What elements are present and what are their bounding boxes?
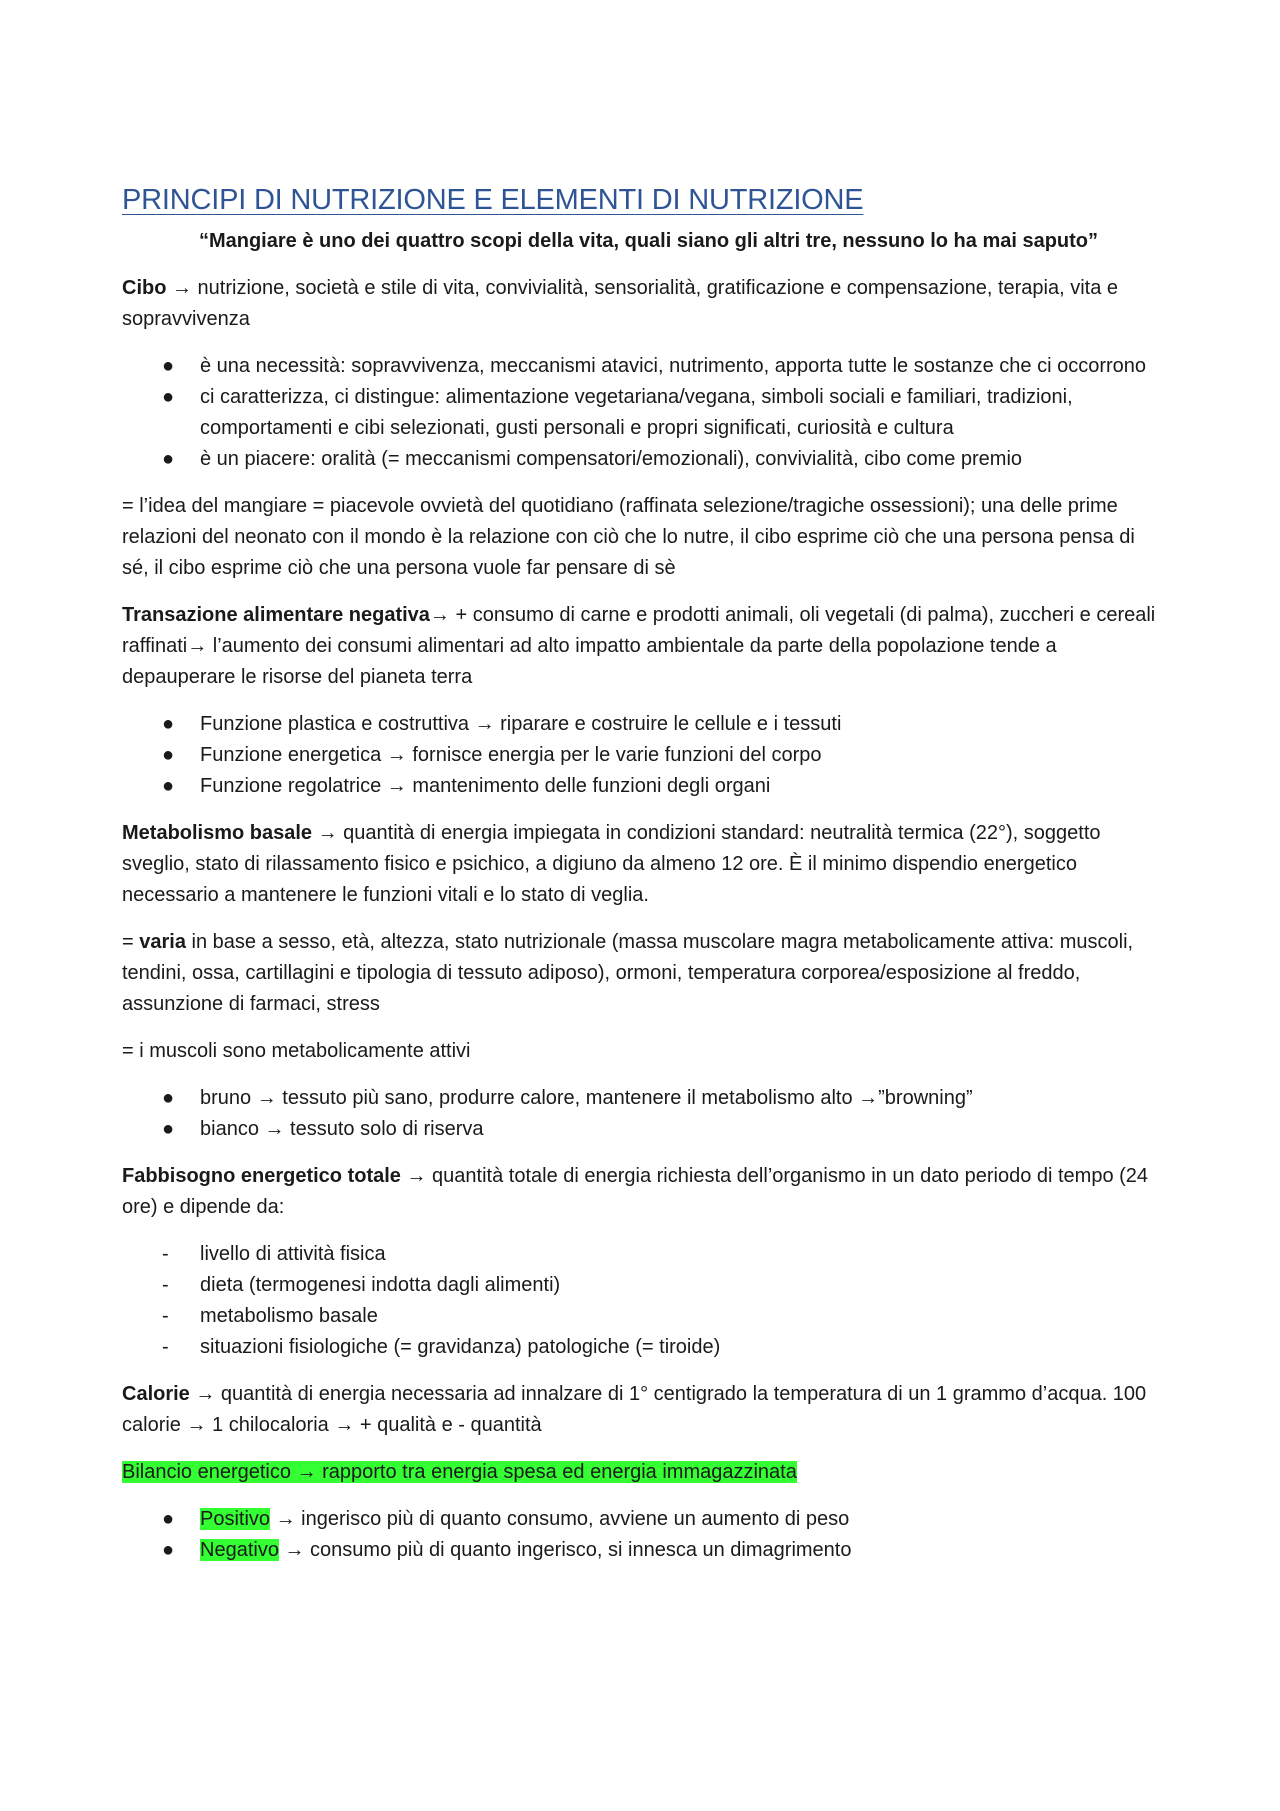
arrow-icon: → [256,1087,277,1109]
paragraph-calorie [122,1379,1165,1441]
list-item [122,1083,1165,1114]
arrow-icon: → [195,1383,216,1405]
funzioni-list [122,709,1165,802]
bilancio-text: rapporto tra energia spesa ed energia immagazzinata [316,1461,797,1483]
varia-prefix: = [122,931,140,953]
list-item-text: ci caratterizza, ci distingue: alimentazione vegetariana/vegana, simboli sociali e familiari, tradizioni, comportamenti e cibi selezionati, gusti personali e propri significati, curiosità e cultura [200,386,1073,439]
transazione-text-a: + consumo di carne e prodotti animali, oli vegetali (di palma), zuccheri e cereali raffinati [122,604,1156,657]
funzione-desc: mantenimento delle funzioni degli organi [406,775,771,797]
list-item [122,351,1165,382]
bilancio-list [122,1504,1165,1566]
tessuto-name: bianco [200,1118,259,1140]
bullet-icon: ● [162,448,175,470]
list-item [122,1270,1165,1301]
bullet-icon: ● [162,1118,175,1140]
list-item [122,1332,1165,1363]
cibo-text: nutrizione, società e stile di vita, convivialità, sensorialità, gratificazione e compensazione, terapia, vita e sopravvivenza [122,277,1119,330]
dash-mark: - [162,1336,169,1358]
arrow-icon: → [275,1508,296,1530]
arrow-icon: → [386,775,407,797]
calorie-text-a: quantità di energia necessaria ad innalzare di 1° centigrado la temperatura di un 1 grammo d’acqua. 100 calorie [122,1383,1147,1436]
bullet-icon: ● [162,775,175,797]
arrow-icon: → [334,1414,355,1436]
bilancio-desc: consumo più di quanto ingerisco, si innesca un dimagrimento [304,1539,852,1561]
arrow-icon: → [317,822,338,844]
list-item-text: è un piacere: oralità (= meccanismi compensatori/emozionali), convivialità, cibo come premio [200,448,1023,470]
funzione-desc: fornisce energia per le varie funzioni del corpo [406,744,822,766]
list-item [122,709,1165,740]
dash-mark: - [162,1274,169,1296]
arrow-icon: → [296,1461,317,1483]
arrow-icon: → [858,1087,879,1109]
highlight-negativo: Negativo [200,1539,279,1561]
list-item [122,771,1165,802]
list-item-text: è una necessità: sopravvivenza, meccanismi atavici, nutrimento, apporta tutte le sostanze che ci occorrono [200,355,1147,377]
bullet-icon: ● [162,713,175,735]
term-cibo: Cibo [122,277,167,299]
list-item-text: metabolismo basale [200,1305,378,1327]
paragraph-bilancio [122,1457,1165,1488]
cibo-list [122,351,1165,475]
list-item-text: situazioni fisiologiche (= gravidanza) patologiche (= tiroide) [200,1336,721,1358]
arrow-icon: → [386,744,407,766]
fabbisogno-list [122,1239,1165,1363]
funzione-name: Funzione regolatrice [200,775,382,797]
term-calorie: Calorie [122,1383,190,1405]
arrow-icon: → [186,1414,207,1436]
paragraph-fabbisogno [122,1161,1165,1223]
list-item-text: livello di attività fisica [200,1243,386,1265]
list-item-text: dieta (termogenesi indotta dagli alimenti) [200,1274,561,1296]
arrow-icon: → [264,1118,285,1140]
list-item [122,382,1165,444]
term-transazione: Transazione alimentare negativa [122,604,430,626]
arrow-icon: → [429,604,450,626]
tessuto-name: bruno [200,1087,252,1109]
arrow-icon: → [172,277,192,299]
arrow-icon: → [474,713,495,735]
list-item [122,1239,1165,1270]
funzione-name: Funzione energetica [200,744,382,766]
list-item [122,1535,1165,1566]
transazione-text-b: l’aumento dei consumi alimentari ad alto impatto ambientale da parte della popolazione tende a depauperare le risorse del pianeta terra [122,635,1057,688]
arrow-icon: → [187,635,208,657]
list-item [122,1504,1165,1535]
bullet-icon: ● [162,1508,175,1530]
paragraph-transazione [122,600,1165,693]
page-title: PRINCIPI DI NUTRIZIONE E ELEMENTI DI NUTRIZIONE [122,184,864,216]
list-item [122,740,1165,771]
term-fabbisogno: Fabbisogno energetico totale [122,1165,401,1187]
calorie-text-b: 1 chilocaloria [206,1414,335,1436]
funzione-name: Funzione plastica e costruttiva [200,713,470,735]
list-item [122,1114,1165,1145]
metabolismo-text: quantità di energia impiegata in condizioni standard: neutralità termica (22°), soggetto sveglio, stato di rilassamento fisico e psichico, a digiuno da almeno 12 ore. È il minimo dispendio energetico necessario a mantenere le funzioni vitali e lo stato di veglia. [122,822,1101,906]
term-bilancio: Bilancio energetico [122,1461,297,1483]
highlight-bilancio [122,1461,797,1483]
term-metabolismo: Metabolismo basale [122,822,313,844]
arrow-icon: → [284,1539,305,1561]
tessuto-desc: tessuto più sano, produrre calore, mantenere il metabolismo alto [276,1087,859,1109]
bullet-icon: ● [162,386,175,408]
varia-text: in base a sesso, età, altezza, stato nutrizionale (massa muscolare magra metabolicamente attiva: muscoli, tendini, ossa, cartillagini e tipologia di tessuto adiposo), ormoni, temperatura corporea/esposizione al freddo, assunzione di farmaci, stress [122,931,1134,1015]
arrow-icon: → [406,1165,427,1187]
calorie-text-c: + qualità e - quantità [354,1414,542,1436]
bullet-icon: ● [162,355,175,377]
quote: “Mangiare è uno dei quattro scopi della vita, quali siano gli altri tre, nessuno lo ha mai saputo” [198,230,1099,252]
paragraph-cibo [122,273,1165,335]
bullet-icon: ● [162,744,175,766]
bilancio-desc: ingerisco più di quanto consumo, avviene un aumento di peso [295,1508,850,1530]
paragraph-muscoli: = i muscoli sono metabolicamente attivi [122,1040,471,1062]
paragraph-metabolismo [122,818,1165,911]
dash-mark: - [162,1243,169,1265]
highlight-positivo: Positivo [200,1508,271,1530]
list-item [122,1301,1165,1332]
tessuti-list [122,1083,1165,1145]
tessuto-desc: tessuto solo di riserva [284,1118,484,1140]
term-varia: varia [139,931,186,953]
funzione-desc: riparare e costruire le cellule e i tessuti [494,713,842,735]
bullet-icon: ● [162,1087,175,1109]
dash-mark: - [162,1305,169,1327]
bullet-icon: ● [162,1539,175,1561]
tessuto-extra: ”browning” [878,1087,973,1109]
list-item [122,444,1165,475]
paragraph-idea: = l’idea del mangiare = piacevole ovvietà del quotidiano (raffinata selezione/tragiche ossessioni); una delle prime relazioni del neonato con il mondo è la relazione con ciò che lo nutre, il cibo esprime ciò che una persona pensa di sé, il cibo esprime ciò che una persona vuole far pensare di sè [122,495,1135,579]
paragraph-varia [122,927,1165,1020]
fabbisogno-text: quantità totale di energia richiesta dell’organismo in un dato periodo di tempo (24 ore) e dipende da: [122,1165,1149,1218]
